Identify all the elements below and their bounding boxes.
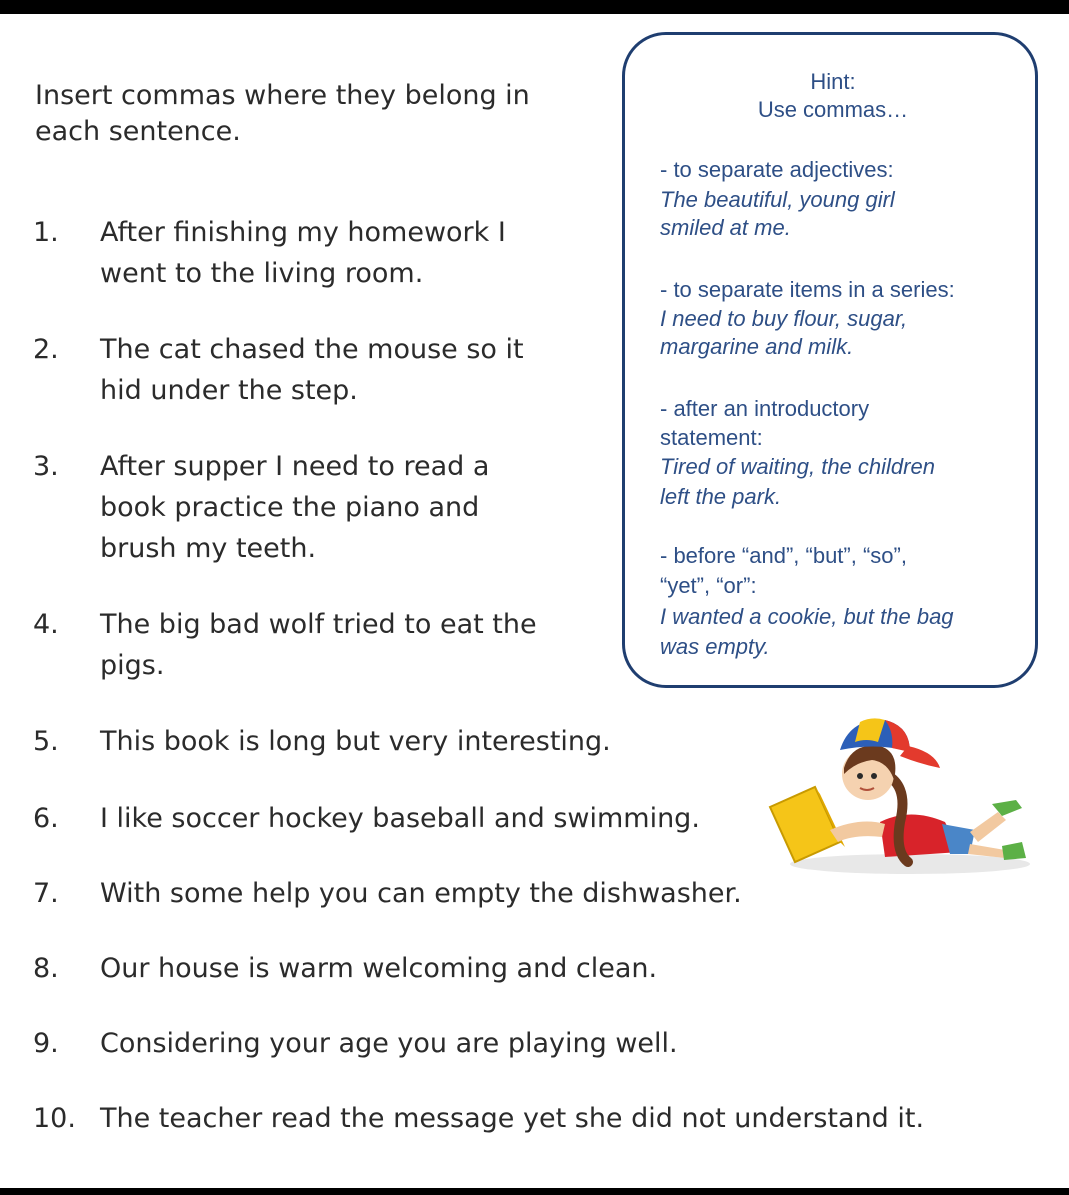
hint-rule-example: smiled at me. <box>660 215 791 240</box>
item-text: hid under the step. <box>100 375 358 406</box>
item-text: After finishing my homework I <box>100 217 506 248</box>
item-number: 8. <box>33 953 59 984</box>
hint-rule-heading: statement: <box>660 425 763 450</box>
hint-rule-heading: - to separate items in a series: <box>660 277 955 302</box>
item-text: The big bad wolf tried to eat the <box>100 609 537 640</box>
item-text: The teacher read the message yet she did not understand it. <box>100 1103 925 1134</box>
girl-reading-illustration <box>760 712 1040 882</box>
hint-rule-heading: - after an introductory <box>660 396 870 421</box>
hint-rule-example: I need to buy flour, sugar, <box>660 306 908 331</box>
hint-box <box>622 32 1038 688</box>
hint-rule-example: Tired of waiting, the children <box>660 454 935 479</box>
instructions <box>35 78 595 150</box>
bottom-border <box>0 1188 1069 1195</box>
instruction-line-2: each sentence. <box>35 116 241 147</box>
hint-rule-example: margarine and milk. <box>660 334 854 359</box>
item-text: With some help you can empty the dishwasher. <box>100 878 742 909</box>
item-text: went to the living room. <box>100 258 424 289</box>
hint-rule-heading: - to separate adjectives: <box>660 157 894 182</box>
item-text: brush my teeth. <box>100 533 317 564</box>
item-number: 7. <box>33 878 59 909</box>
instruction-line-1: Insert commas where they belong in <box>35 80 530 111</box>
item-number: 2. <box>33 334 59 365</box>
item-number: 10. <box>33 1103 76 1134</box>
item-text: The cat chased the mouse so it <box>100 334 524 365</box>
hint-rule-example: The beautiful, young girl <box>660 187 895 212</box>
item-text: book practice the piano and <box>100 492 480 523</box>
hint-rule-heading: - before “and”, “but”, “so”, <box>660 543 907 568</box>
item-text: This book is long but very interesting. <box>100 726 611 757</box>
item-text: Considering your age you are playing well. <box>100 1028 678 1059</box>
item-text: Our house is warm welcoming and clean. <box>100 953 658 984</box>
item-number: 4. <box>33 609 59 640</box>
item-text: I like soccer hockey baseball and swimming. <box>100 803 700 834</box>
hint-rule-heading: “yet”, “or”: <box>660 573 757 598</box>
hint-rule-example: I wanted a cookie, but the bag <box>660 604 954 629</box>
item-text: pigs. <box>100 650 165 681</box>
hint-subtitle: Use commas… <box>757 97 909 122</box>
hint-rule-example: left the park. <box>660 484 782 509</box>
item-text: After supper I need to read a <box>100 451 490 482</box>
hint-title: Hint: <box>810 69 856 94</box>
item-number: 5. <box>33 726 59 757</box>
item-number: 3. <box>33 451 59 482</box>
item-number: 9. <box>33 1028 59 1059</box>
top-border <box>0 0 1069 14</box>
item-number: 1. <box>33 217 59 248</box>
item-number: 6. <box>33 803 59 834</box>
hint-rule-example: was empty. <box>660 634 770 659</box>
